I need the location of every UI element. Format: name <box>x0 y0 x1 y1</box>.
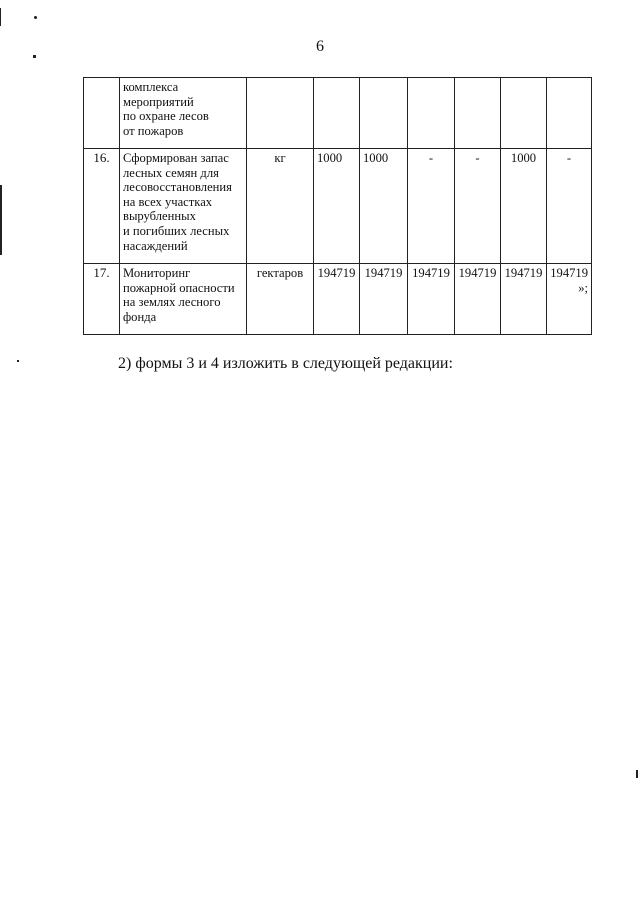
row-name-text: Сформирован запас лесных семян для лесовосстановления на всех участках вырубленных и погибших лесных насаждений <box>123 151 232 253</box>
row-value: 194719 <box>360 264 408 335</box>
scan-artifact <box>0 185 2 255</box>
instruction-paragraph: 2) формы 3 и 4 изложить в следующей редакции: <box>118 355 453 372</box>
row-value <box>547 78 592 149</box>
row-value <box>501 78 547 149</box>
row-value: - <box>547 149 592 264</box>
row-name <box>120 149 247 264</box>
scan-artifact <box>17 360 19 362</box>
row-value-text: 194719 »; <box>550 266 588 295</box>
scan-artifact <box>33 55 36 58</box>
page-number: 6 <box>316 38 324 55</box>
row-name-text: Мониторинг пожарной опасности на землях лесного фонда <box>123 266 235 324</box>
table-row <box>84 78 592 149</box>
document-table <box>83 77 592 335</box>
row-value <box>314 78 360 149</box>
row-value: 194719 <box>408 264 455 335</box>
row-number: 17. <box>84 264 120 335</box>
row-value: 194719 <box>455 264 501 335</box>
row-value <box>455 78 501 149</box>
row-name-text: комплекса мероприятий по охране лесов от пожаров <box>123 80 209 138</box>
row-value: 1000 <box>501 149 547 264</box>
row-value <box>408 78 455 149</box>
table-row <box>84 264 592 335</box>
row-unit <box>247 78 314 149</box>
row-value: 1000 <box>314 149 360 264</box>
row-number <box>84 78 120 149</box>
scan-artifact <box>34 16 37 19</box>
row-unit: кг <box>247 149 314 264</box>
row-value: 194719 <box>501 264 547 335</box>
row-value: 1000 <box>360 149 408 264</box>
row-name <box>120 78 247 149</box>
row-unit: гектаров <box>247 264 314 335</box>
row-value: 194719 <box>314 264 360 335</box>
row-value <box>360 78 408 149</box>
row-value <box>547 264 592 335</box>
scan-artifact <box>0 8 1 26</box>
table-row <box>84 149 592 264</box>
row-number: 16. <box>84 149 120 264</box>
scan-artifact <box>636 770 638 778</box>
row-value: - <box>455 149 501 264</box>
row-value: - <box>408 149 455 264</box>
row-name <box>120 264 247 335</box>
